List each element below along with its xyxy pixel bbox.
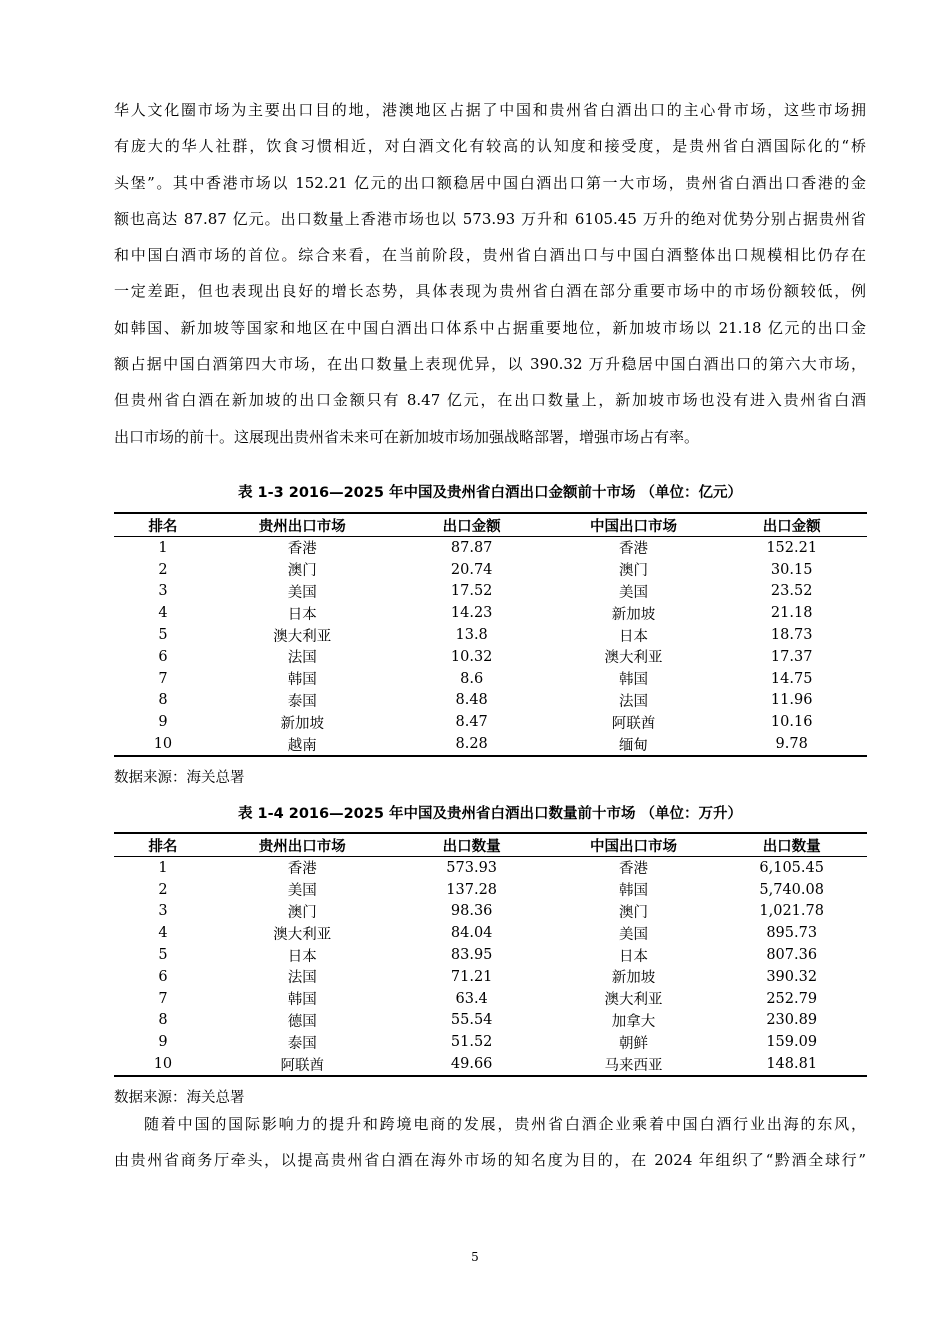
table-cell: 55.54	[450, 1012, 493, 1029]
table-cell: 韩国	[287, 672, 317, 689]
table-cell: 美国	[619, 584, 649, 601]
table-cell: 7	[158, 670, 168, 687]
table-cell: 98.36	[450, 903, 493, 920]
export-volume-table	[114, 832, 867, 1077]
table-cell: 14.75	[770, 670, 813, 687]
table-row	[114, 988, 867, 1010]
table-1-source: 数据来源：海关总署	[114, 770, 245, 786]
text-line: 额占据中国白酒第四大市场，在出口数量上表现优异，以 390.32 万升稳居中国白酒出口的第六大市场，	[114, 355, 866, 374]
table-cell: 807.36	[766, 947, 818, 964]
table-row	[114, 537, 867, 559]
table-cell: 香港	[287, 861, 317, 878]
table-cell: 51.52	[450, 1034, 493, 1051]
table-cell: 30.15	[770, 561, 813, 578]
table-cell: 澳门	[287, 904, 317, 921]
table-header-row	[114, 513, 867, 537]
table-row	[114, 879, 867, 901]
table-cell: 韩国	[287, 992, 317, 1009]
table-row	[114, 624, 867, 646]
text-line: 一定差距，但也表现出良好的增长态势，具体表现为贵州省白酒在部分重要市场中的市场份额较低，例	[114, 282, 866, 301]
table-cell: 1	[158, 539, 168, 556]
table-cell: 7	[158, 990, 168, 1007]
table-cell: 148.81	[716, 1053, 867, 1076]
table-cell: 日本	[287, 606, 317, 623]
table-cell: 84.04	[450, 925, 493, 942]
table-cell: 3	[158, 903, 168, 920]
table-cell: 8.6	[460, 670, 484, 687]
column-header: 排名	[114, 513, 212, 537]
table-cell: 5	[158, 627, 168, 644]
table-cell: 澳大利亚	[604, 650, 663, 667]
table-cell: 阿联酋	[611, 715, 656, 732]
table-cell: 2	[158, 881, 168, 898]
table-cell: 6	[158, 648, 168, 665]
table-cell: 8.48	[455, 692, 488, 709]
table-cell: 澳大利亚	[273, 926, 332, 943]
table-cell: 马来西亚	[551, 1053, 717, 1076]
table-cell: 6	[158, 968, 168, 985]
table-cell: 美国	[287, 584, 317, 601]
table-cell: 1	[158, 859, 168, 876]
table-cell: 缅甸	[551, 733, 717, 756]
table-cell: 日本	[619, 948, 649, 965]
table-cell: 4	[158, 925, 168, 942]
column-header: 出口金额	[393, 513, 551, 537]
text-line: 头堡”。其中香港市场以 152.21 亿元的出口额稳居中国白酒出口第一大市场，贵州省白酒出口香港的金	[114, 173, 866, 192]
table-row	[114, 1031, 867, 1053]
table-cell: 20.74	[450, 561, 493, 578]
table-cell: 澳大利亚	[273, 628, 332, 645]
text-line: 如韩国、新加坡等国家和地区在中国白酒出口体系中占据重要地位，新加坡市场以 21.18 亿元的出口金	[114, 318, 866, 337]
table-cell: 1,021.78	[759, 903, 824, 920]
text-line: 额也高达 87.87 亿元。出口数量上香港市场也以 573.93 万升和 6105.45 万升的绝对优势分别占据贵州省	[114, 209, 866, 228]
table-row	[114, 581, 867, 603]
table-cell: 4	[158, 605, 168, 622]
table-cell: 10.16	[770, 714, 813, 731]
table-cell: 香港	[619, 541, 649, 558]
table-cell: 159.09	[766, 1034, 818, 1051]
table-cell: 230.89	[766, 1012, 818, 1029]
table-row	[114, 1053, 867, 1076]
table-cell: 9	[158, 1034, 168, 1051]
table-cell: 6,105.45	[759, 859, 824, 876]
table-cell: 8	[158, 692, 168, 709]
table-row	[114, 602, 867, 624]
table-cell: 8.47	[455, 714, 488, 731]
table-row	[114, 901, 867, 923]
table-row	[114, 857, 867, 879]
text-line: 出口市场的前十。这展现出贵州省未来可在新加坡市场加强战略部署，增强市场占有率。	[114, 427, 700, 446]
table-cell: 8.28	[393, 733, 551, 756]
table-cell: 新加坡	[280, 715, 324, 732]
column-header: 出口数量	[393, 833, 551, 857]
table-cell: 法国	[619, 693, 649, 710]
table-cell: 韩国	[619, 883, 649, 900]
table-cell: 10	[114, 1053, 212, 1076]
table-cell: 14.23	[450, 605, 493, 622]
text-line: 华人文化圈市场为主要出口目的地，港澳地区占据了中国和贵州省白酒出口的主心骨市场，这些市场拥	[114, 101, 866, 119]
table-cell: 152.21	[766, 539, 818, 556]
table-cell: 10	[114, 733, 212, 756]
table-cell: 法国	[287, 970, 317, 987]
table-cell: 8	[158, 1012, 168, 1029]
text-line: 有庞大的华人社群，饮食习惯相近，对白酒文化有较高的认知度和接受度，是贵州省白酒国际化的“桥	[114, 137, 866, 156]
table-cell: 日本	[619, 628, 649, 645]
table-cell: 13.8	[455, 627, 488, 644]
table-cell: 9.78	[716, 733, 867, 756]
column-header: 排名	[114, 833, 212, 857]
table-cell: 895.73	[766, 925, 818, 942]
table-cell: 137.28	[446, 881, 498, 898]
table-cell: 49.66	[393, 1053, 551, 1076]
table-cell: 5,740.08	[759, 881, 824, 898]
column-header: 出口数量	[716, 833, 867, 857]
column-header: 出口金额	[716, 513, 867, 537]
table-cell: 澳大利亚	[604, 992, 663, 1009]
table-cell: 23.52	[770, 583, 813, 600]
table-cell: 11.96	[770, 692, 813, 709]
table-cell: 87.87	[450, 539, 493, 556]
column-header: 中国出口市场	[551, 833, 717, 857]
table-cell: 21.18	[770, 605, 813, 622]
text-line: 随着中国的国际影响力的提升和跨境电商的发展，贵州省白酒企业乘着中国白酒行业出海的东风，	[144, 1115, 866, 1133]
table-cell: 252.79	[766, 990, 818, 1007]
page-number: 5	[471, 1250, 479, 1264]
text-line: 和中国白酒市场的首位。综合来看，在当前阶段，贵州省白酒出口与中国白酒整体出口规模相比仍存在	[114, 246, 866, 265]
table-cell: 加拿大	[611, 1013, 656, 1030]
table-cell: 17.52	[450, 583, 493, 600]
text-line: 但贵州省白酒在新加坡的出口金额只有 8.47 亿元，在出口数量上，新加坡市场也没有进入贵州省白酒	[114, 391, 866, 410]
table-cell: 新加坡	[611, 970, 656, 987]
table-row	[114, 1010, 867, 1032]
table-cell: 韩国	[619, 672, 649, 689]
table-1-caption: 表 1-3 2016—2025 年中国及贵州省白酒出口金额前十市场 （单位：亿元）	[237, 485, 743, 501]
table-cell: 澳门	[619, 904, 649, 921]
table-cell: 10.32	[450, 648, 493, 665]
table-2-source: 数据来源：海关总署	[114, 1090, 245, 1106]
table-cell: 3	[158, 583, 168, 600]
table-2-caption: 表 1-4 2016—2025 年中国及贵州省白酒出口数量前十市场 （单位：万升）	[237, 806, 743, 822]
table-cell: 390.32	[766, 968, 818, 985]
table-cell: 美国	[287, 883, 317, 900]
table-header-row	[114, 833, 867, 857]
table-cell: 香港	[619, 861, 649, 878]
column-header: 中国出口市场	[551, 513, 717, 537]
table-row	[114, 559, 867, 581]
table-cell: 573.93	[446, 859, 498, 876]
table-cell: 越南	[212, 733, 393, 756]
table-cell: 5	[158, 947, 168, 964]
body-paragraph-2	[114, 1106, 866, 1179]
table-cell: 澳门	[619, 563, 649, 580]
table-cell: 法国	[287, 650, 317, 667]
column-header: 贵州出口市场	[212, 513, 393, 537]
table-cell: 2	[158, 561, 168, 578]
table-row	[114, 966, 867, 988]
table-cell: 9	[158, 714, 168, 731]
table-cell: 日本	[287, 948, 317, 965]
column-header: 贵州出口市场	[212, 833, 393, 857]
table-cell: 83.95	[450, 947, 493, 964]
table-cell: 澳门	[287, 563, 317, 580]
table-row	[114, 668, 867, 690]
table-cell: 63.4	[455, 990, 488, 1007]
table-row	[114, 646, 867, 668]
table-row	[114, 711, 867, 733]
table-cell: 18.73	[770, 627, 813, 644]
table-cell: 阿联酋	[212, 1053, 393, 1076]
table-row	[114, 690, 867, 712]
table-cell: 香港	[287, 541, 317, 558]
table-cell: 德国	[287, 1013, 317, 1030]
table-cell: 朝鲜	[619, 1035, 649, 1052]
table-cell: 美国	[619, 926, 649, 943]
table-cell: 泰国	[287, 693, 317, 710]
table-cell: 17.37	[770, 648, 813, 665]
body-paragraph-1	[114, 92, 866, 455]
export-value-table	[114, 512, 867, 757]
table-cell: 新加坡	[611, 606, 656, 623]
table-row	[114, 733, 867, 756]
table-row	[114, 922, 867, 944]
table-cell: 泰国	[287, 1035, 317, 1052]
table-row	[114, 944, 867, 966]
table-cell: 71.21	[450, 968, 493, 985]
text-line: 由贵州省商务厅牵头，以提高贵州省白酒在海外市场的知名度为目的，在 2024 年组织了“黔酒全球行”	[114, 1151, 866, 1170]
